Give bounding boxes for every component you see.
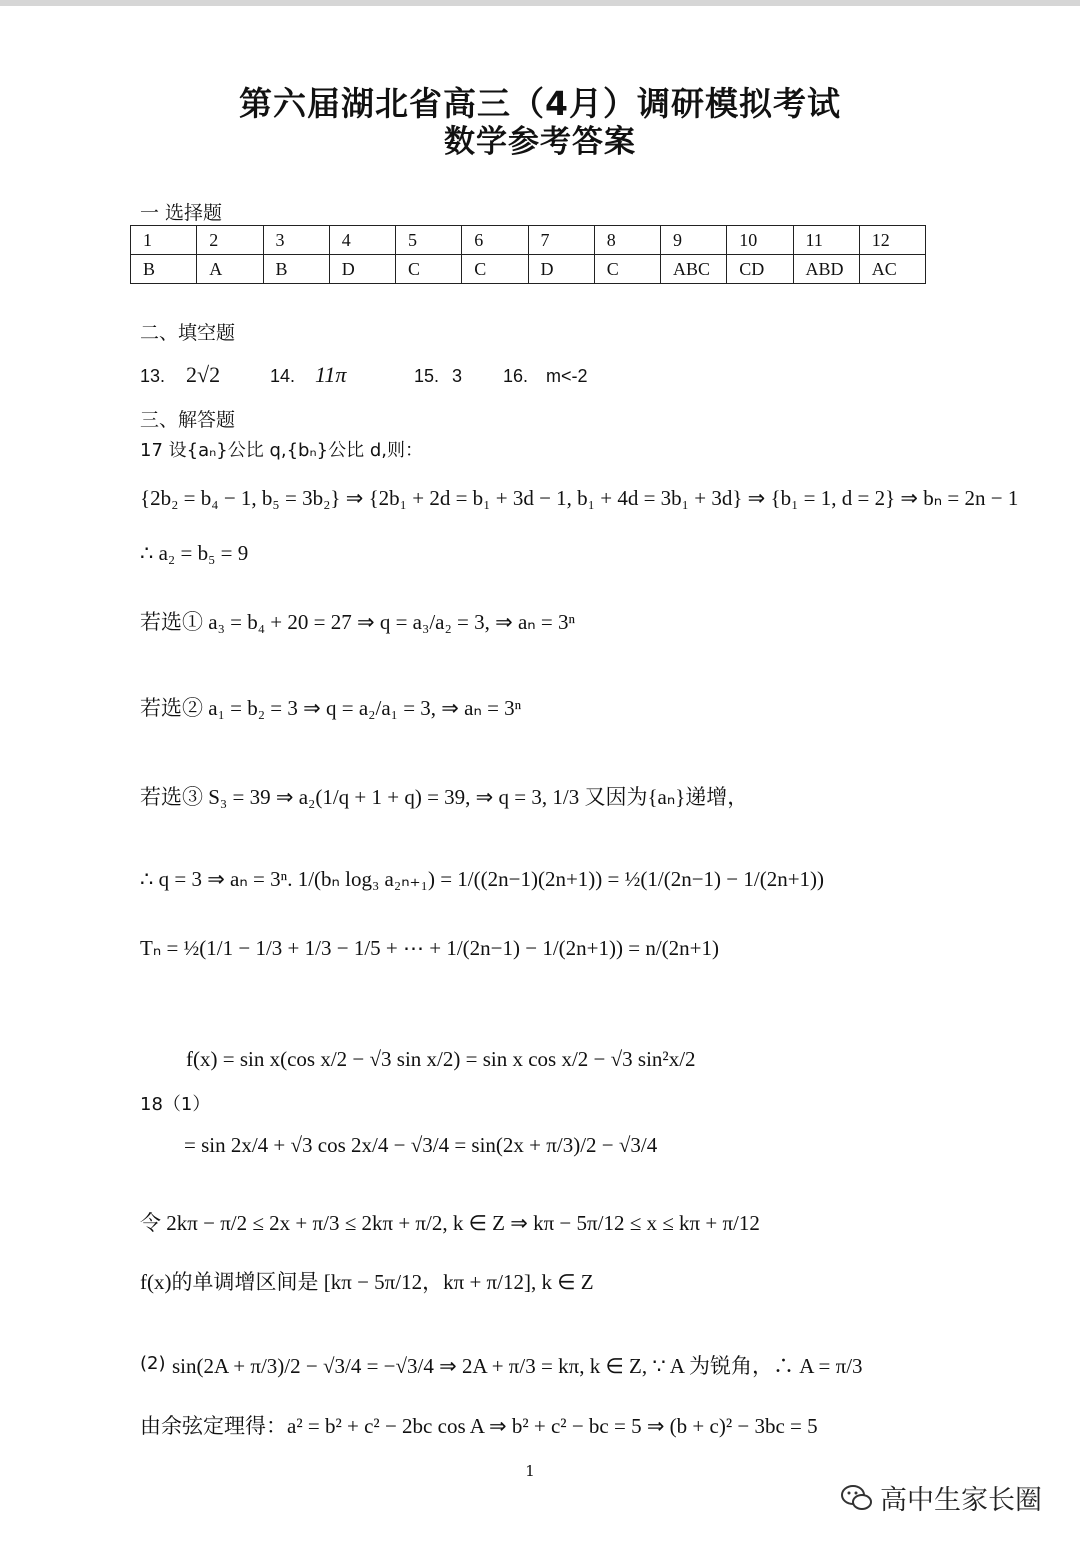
q18-part1-label: 18（1） xyxy=(140,1094,211,1115)
page-number: 1 xyxy=(525,1462,535,1480)
fill-answer-16: m<-2 xyxy=(546,366,588,386)
table-cell: 9 xyxy=(661,226,727,255)
fill-label-16: 16. xyxy=(503,366,529,386)
q18-increasing-interval: f(x)的单调增区间是 [kπ − 5π/12，kπ + π/12], k ∈ Z xyxy=(140,1270,594,1294)
q18-f: f(x) = sin x(cos x/2 − √3 sin x/2) = sin x cos x/2 − √3 sin²x/2 xyxy=(186,1047,696,1071)
section-solution-heading: 三、解答题 xyxy=(140,409,236,431)
watermark xyxy=(840,1478,1042,1520)
watermark-text: 高中生家长圈 xyxy=(880,1485,1042,1516)
wechat-icon xyxy=(840,1483,874,1520)
q18-part2: sin(2A + π/3)/2 − √3/4 = −√3/4 ⇒ 2A + π/3 = kπ, k ∈ Z, ∵ A 为锐角，∴ A = π/3 xyxy=(172,1354,863,1378)
table-cell: 1 xyxy=(131,226,197,255)
table-cell: D xyxy=(528,255,594,284)
section-fill-heading: 二、填空题 xyxy=(140,322,236,344)
table-cell: 3 xyxy=(263,226,329,255)
fill-answer-15: 3 xyxy=(452,366,463,386)
q17-option3: 若选③ S₃ = 39 ⇒ a₂(1/q + 1 + q) = 39, ⇒ q = 3, 1/3 又因为{aₙ}递增， xyxy=(140,785,749,809)
fill-label-15: 15. xyxy=(414,366,440,386)
section-choice-heading: 一 选择题 xyxy=(140,202,223,224)
table-cell: 10 xyxy=(727,226,793,255)
q17-sum: ∴ q = 3 ⇒ aₙ = 3ⁿ. 1/(bₙ log₃ a₂ₙ₊₁) = 1/((2n−1)(2n+1)) = ½(1/(2n−1) − 1/(2n+1)) xyxy=(140,867,825,891)
q18-cosine-law: 由余弦定理得：a² = b² + c² − 2bc cos A ⇒ b² + c² − bc = 5 ⇒ (b + c)² − 3bc = 5 xyxy=(140,1414,818,1438)
fill-label-14: 14. xyxy=(270,366,296,386)
table-cell: 8 xyxy=(594,226,660,255)
q17-system: {2b₂ = b₄ − 1, b₅ = 3b₂} ⇒ {2b₁ + 2d = b₁ + 3d − 1, b₁ + 4d = 3b₁ + 3d} ⇒ {b₁ = 1, d = 2} ⇒ bₙ = 2n − 1 xyxy=(140,486,1019,510)
fill-answer-13: 2√2 xyxy=(186,362,221,387)
top-border xyxy=(0,0,1080,6)
question-number-row xyxy=(131,226,926,255)
fill-answer-14: 11π xyxy=(315,362,347,387)
table-cell: D xyxy=(329,255,395,284)
q17-Tn: Tₙ = ½(1/1 − 1/3 + 1/3 − 1/5 + ⋯ + 1/(2n−1) − 1/(2n+1)) = n/(2n+1) xyxy=(140,936,720,960)
table-cell: 4 xyxy=(329,226,395,255)
table-cell: C xyxy=(462,255,528,284)
q17-a2: ∴ a₂ = b₅ = 9 xyxy=(140,541,249,565)
table-cell: CD xyxy=(727,255,793,284)
table-cell: C xyxy=(594,255,660,284)
q18-inequality: 令 2kπ − π/2 ≤ 2x + π/3 ≤ 2kπ + π/2, k ∈ Z ⇒ kπ − 5π/12 ≤ x ≤ kπ + π/12 xyxy=(140,1211,760,1235)
table-cell: ABD xyxy=(793,255,859,284)
q18-f-simplified: = sin 2x/4 + √3 cos 2x/4 − √3/4 = sin(2x + π/3)/2 − √3/4 xyxy=(184,1133,658,1157)
table-cell: 5 xyxy=(396,226,462,255)
table-cell: B xyxy=(131,255,197,284)
table-cell: 11 xyxy=(793,226,859,255)
page-subtitle: 数学参考答案 xyxy=(444,124,636,160)
q17-option1: 若选① a₃ = b₄ + 20 = 27 ⇒ q = a₃/a₂ = 3, ⇒ aₙ = 3ⁿ xyxy=(140,610,576,634)
table-cell: 6 xyxy=(462,226,528,255)
table-cell: A xyxy=(197,255,263,284)
table-cell: ABC xyxy=(661,255,727,284)
page-title: 第六届湖北省高三（4月）调研模拟考试 xyxy=(239,84,841,123)
table-cell: AC xyxy=(859,255,925,284)
choice-answer-table xyxy=(130,225,926,284)
table-cell: 2 xyxy=(197,226,263,255)
table-cell: C xyxy=(396,255,462,284)
q18-part2-label: (2) xyxy=(140,1353,166,1374)
fill-label-13: 13. xyxy=(140,366,166,386)
q17-option2: 若选② a₁ = b₂ = 3 ⇒ q = a₂/a₁ = 3, ⇒ aₙ = 3ⁿ xyxy=(140,696,522,720)
table-cell: 7 xyxy=(528,226,594,255)
answer-row xyxy=(131,255,926,284)
table-cell: 12 xyxy=(859,226,925,255)
q17-intro: 17 设{aₙ}公比 q,{bₙ}公比 d,则： xyxy=(140,440,423,461)
table-cell: B xyxy=(263,255,329,284)
